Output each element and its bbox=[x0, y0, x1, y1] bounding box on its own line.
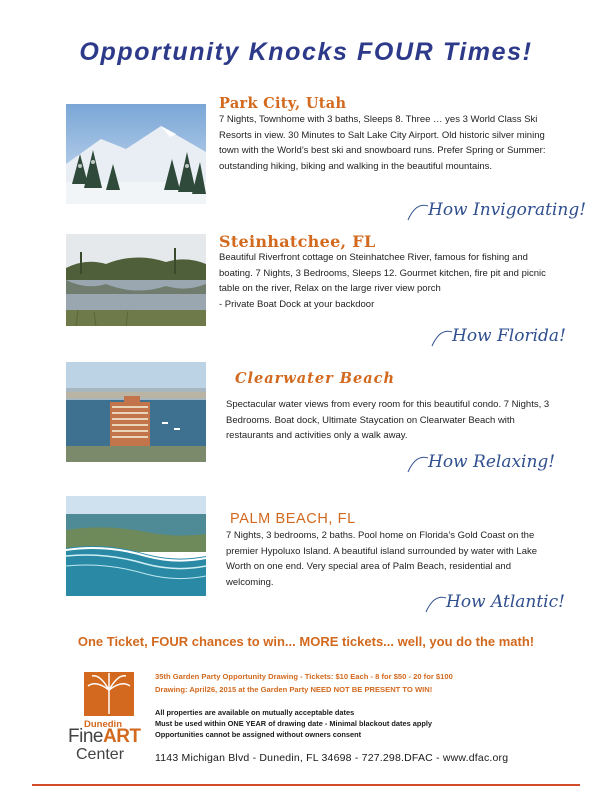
logo-fine-art: FineART bbox=[68, 726, 141, 747]
rule-item: Opportunities cannot be assigned without owners consent bbox=[155, 730, 362, 739]
page-headline: Opportunity Knocks FOUR Times! bbox=[79, 38, 533, 66]
tagline-swoosh-icon bbox=[406, 200, 430, 224]
park-city-description: 7 Nights, Townhome with 3 baths, Sleeps 8. Three … yes 3 World Class Ski Resorts in view. 30 Minutes to Salt Lake City Airport. Old historic silver mining town with the World’s best ski and snowboard runs. Prefer Spring or Summer: outstanding hiking, biking and walking in the beautiful mountains. bbox=[219, 114, 546, 172]
clearwater-tagline: How Relaxing! bbox=[428, 452, 556, 472]
footer-divider bbox=[32, 784, 580, 786]
clearwater-title: Clearwater Beach bbox=[235, 370, 396, 387]
palm-beach-description: 7 Nights, 3 bedrooms, 2 baths. Pool home on Florida’s Gold Coast on the premier Hypoluxo Island. A beautiful island surrounded by water with Lake Worth on one end. Very special area of Palm Beach, residential and welcoming. bbox=[226, 530, 538, 588]
logo-center: Center bbox=[76, 746, 125, 763]
rule-item: All properties are available on mutually acceptable dates bbox=[155, 708, 355, 717]
rule-item: Must be used within ONE YEAR of drawing date - Minimal blackout dates apply bbox=[155, 719, 433, 728]
palm-beach-photo bbox=[66, 496, 206, 596]
steinhatchee-tagline: How Florida! bbox=[452, 326, 566, 346]
logo-dunedin: Dunedin bbox=[84, 719, 122, 730]
steinhatchee-description: Beautiful Riverfront cottage on Steinhatchee River, famous for fishing and boating. 7 Nights, 3 Bedrooms, Sleeps 12. Gourmet kitchen, fire pit and picnic table on the river, Relax on the large river view porch - Private Boat Dock at your backdoor bbox=[219, 252, 546, 310]
palm-emblem-icon bbox=[82, 670, 136, 718]
one-ticket-slogan: One Ticket, FOUR chances to win... MORE tickets... well, you do the math! bbox=[77, 634, 535, 649]
footer-address: 1143 Michigan Blvd - Dunedin, FL 34698 - 727.298.DFAC - www.dfac.org bbox=[155, 752, 509, 764]
clearwater-photo bbox=[66, 362, 206, 462]
tagline-swoosh-icon bbox=[424, 592, 448, 616]
steinhatchee-photo bbox=[66, 234, 206, 326]
drawing-date: Drawing: April26, 2015 at the Garden Party NEED NOT BE PRESENT TO WIN! bbox=[155, 685, 433, 694]
palm-beach-title: PALM BEACH, FL bbox=[230, 511, 356, 527]
tagline-swoosh-icon bbox=[406, 452, 430, 476]
park-city-tagline: How Invigorating! bbox=[428, 200, 587, 220]
drawing-ticket-prices: 35th Garden Party Opportunity Drawing - Tickets: $10 Each - 8 for $50 - 20 for $100 bbox=[155, 672, 453, 681]
rules-list bbox=[155, 707, 432, 740]
park-city-title: Park City, Utah bbox=[219, 95, 347, 112]
steinhatchee-title: Steinhatchee, FL bbox=[219, 232, 376, 251]
park-city-photo bbox=[66, 104, 206, 204]
clearwater-description: Spectacular water views from every room for this beautiful condo. 7 Nights, 3 Bedrooms. Boat dock, Ultimate Staycation on Clearwater Beach with restaurants and activities only a walk away. bbox=[226, 399, 550, 441]
tagline-swoosh-icon bbox=[430, 326, 454, 350]
palm-beach-tagline: How Atlantic! bbox=[446, 592, 565, 612]
